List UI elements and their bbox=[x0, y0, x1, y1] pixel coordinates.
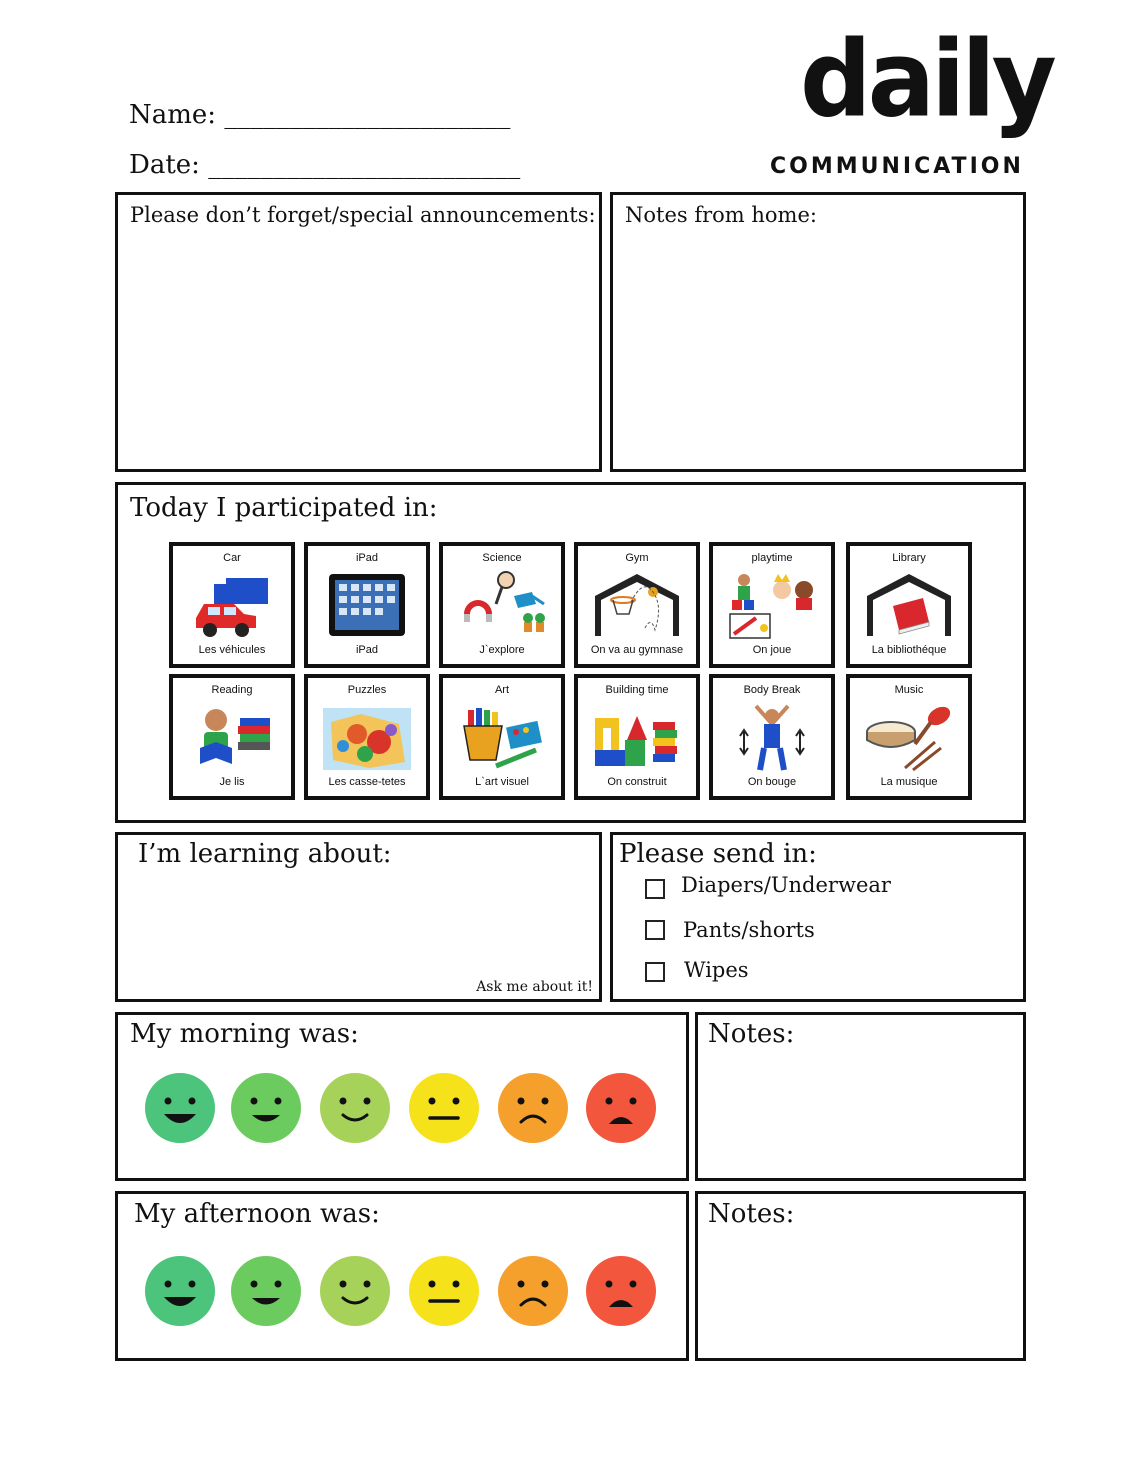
send-in-title: Please send in: bbox=[619, 839, 817, 869]
notes-from-home-title: Notes from home: bbox=[625, 203, 817, 227]
tile-bottom-label: L`art visuel bbox=[475, 776, 529, 788]
pants-checkbox[interactable] bbox=[645, 920, 665, 940]
learning-title: I’m learning about: bbox=[138, 839, 392, 869]
very-sad-face-icon[interactable] bbox=[585, 1255, 657, 1327]
activity-tile-ipad[interactable] bbox=[304, 542, 430, 668]
art-icon bbox=[456, 702, 548, 772]
tile-top-label: Music bbox=[894, 684, 924, 696]
blocks-icon bbox=[591, 702, 683, 772]
tile-top-label: iPad bbox=[355, 552, 379, 564]
activity-tile-library[interactable] bbox=[846, 542, 972, 668]
sad-face-icon[interactable] bbox=[497, 1072, 569, 1144]
content-face-icon[interactable] bbox=[319, 1072, 391, 1144]
very-happy-face-icon[interactable] bbox=[144, 1255, 216, 1327]
wipes-label: Wipes bbox=[684, 958, 749, 982]
activity-tile-building[interactable] bbox=[574, 674, 700, 800]
announcements-box bbox=[115, 192, 602, 472]
science-icon bbox=[456, 570, 548, 640]
afternoon-title: My afternoon was: bbox=[134, 1199, 380, 1229]
ask-me-note: Ask me about it! bbox=[476, 979, 593, 995]
playtime-icon bbox=[726, 570, 818, 640]
tile-bottom-label: La musique bbox=[880, 776, 938, 788]
very-sad-face-icon[interactable] bbox=[585, 1072, 657, 1144]
music-icon bbox=[863, 702, 955, 772]
activity-tile-gym[interactable] bbox=[574, 542, 700, 668]
tile-top-label: Library bbox=[892, 552, 926, 564]
tile-bottom-label: On va au gymnase bbox=[590, 644, 684, 656]
morning-notes-box bbox=[695, 1012, 1026, 1181]
gym-icon bbox=[591, 570, 683, 640]
tile-top-label: Science bbox=[482, 552, 522, 564]
tile-bottom-label: On bouge bbox=[747, 776, 797, 788]
neutral-face-icon[interactable] bbox=[408, 1255, 480, 1327]
morning-title: My morning was: bbox=[130, 1019, 359, 1049]
diapers-checkbox[interactable] bbox=[645, 879, 665, 899]
ipad-icon bbox=[321, 570, 413, 640]
neutral-face-icon[interactable] bbox=[408, 1072, 480, 1144]
tile-top-label: Car bbox=[223, 552, 241, 564]
tile-top-label: Gym bbox=[625, 552, 649, 564]
sad-face-icon[interactable] bbox=[497, 1255, 569, 1327]
car-icon bbox=[186, 570, 278, 640]
library-icon bbox=[863, 570, 955, 640]
notes-from-home-box bbox=[610, 192, 1026, 472]
afternoon-notes-box bbox=[695, 1191, 1026, 1361]
tile-top-label: Puzzles bbox=[347, 684, 387, 696]
activity-tile-playtime[interactable] bbox=[709, 542, 835, 668]
activity-tile-music[interactable] bbox=[846, 674, 972, 800]
tile-top-label: Art bbox=[494, 684, 510, 696]
happy-face-icon[interactable] bbox=[230, 1255, 302, 1327]
tile-top-label: playtime bbox=[751, 552, 793, 564]
tile-top-label: Building time bbox=[605, 684, 669, 696]
name-field-label: Name: ______________________ bbox=[129, 100, 511, 130]
diapers-label: Diapers/Underwear bbox=[681, 873, 891, 897]
morning-notes-title: Notes: bbox=[708, 1019, 795, 1049]
participation-title: Today I participated in: bbox=[130, 493, 438, 523]
tile-bottom-label: On joue bbox=[752, 644, 792, 656]
announcements-title: Please don’t forget/special announcements: bbox=[130, 203, 596, 227]
activity-tile-body-break[interactable] bbox=[709, 674, 835, 800]
tile-bottom-label: iPad bbox=[355, 644, 379, 656]
activity-tile-art[interactable] bbox=[439, 674, 565, 800]
happy-face-icon[interactable] bbox=[230, 1072, 302, 1144]
pants-label: Pants/shorts bbox=[683, 918, 815, 942]
logo-daily: daily bbox=[800, 18, 1053, 141]
tile-bottom-label: Je lis bbox=[219, 776, 245, 788]
learning-box bbox=[115, 832, 602, 1002]
tile-top-label: Reading bbox=[211, 684, 253, 696]
send-in-box bbox=[610, 832, 1026, 1002]
activity-tile-puzzles[interactable] bbox=[304, 674, 430, 800]
tile-bottom-label: Les véhicules bbox=[198, 644, 266, 656]
afternoon-notes-title: Notes: bbox=[708, 1199, 795, 1229]
tile-bottom-label: La bibliothéque bbox=[871, 644, 947, 656]
tile-bottom-label: On construit bbox=[607, 776, 667, 788]
tile-bottom-label: J`explore bbox=[479, 644, 525, 656]
reading-icon bbox=[186, 702, 278, 772]
activity-tile-reading[interactable] bbox=[169, 674, 295, 800]
tile-top-label: Body Break bbox=[743, 684, 801, 696]
tile-bottom-label: Les casse-tetes bbox=[328, 776, 406, 788]
very-happy-face-icon[interactable] bbox=[144, 1072, 216, 1144]
activity-tile-car[interactable] bbox=[169, 542, 295, 668]
date-field-label: Date: ________________________ bbox=[129, 150, 521, 180]
body-break-icon bbox=[726, 702, 818, 772]
wipes-checkbox[interactable] bbox=[645, 962, 665, 982]
content-face-icon[interactable] bbox=[319, 1255, 391, 1327]
activity-tile-science[interactable] bbox=[439, 542, 565, 668]
logo-communication: COMMUNICATION bbox=[770, 154, 1024, 179]
puzzle-icon bbox=[321, 702, 413, 772]
